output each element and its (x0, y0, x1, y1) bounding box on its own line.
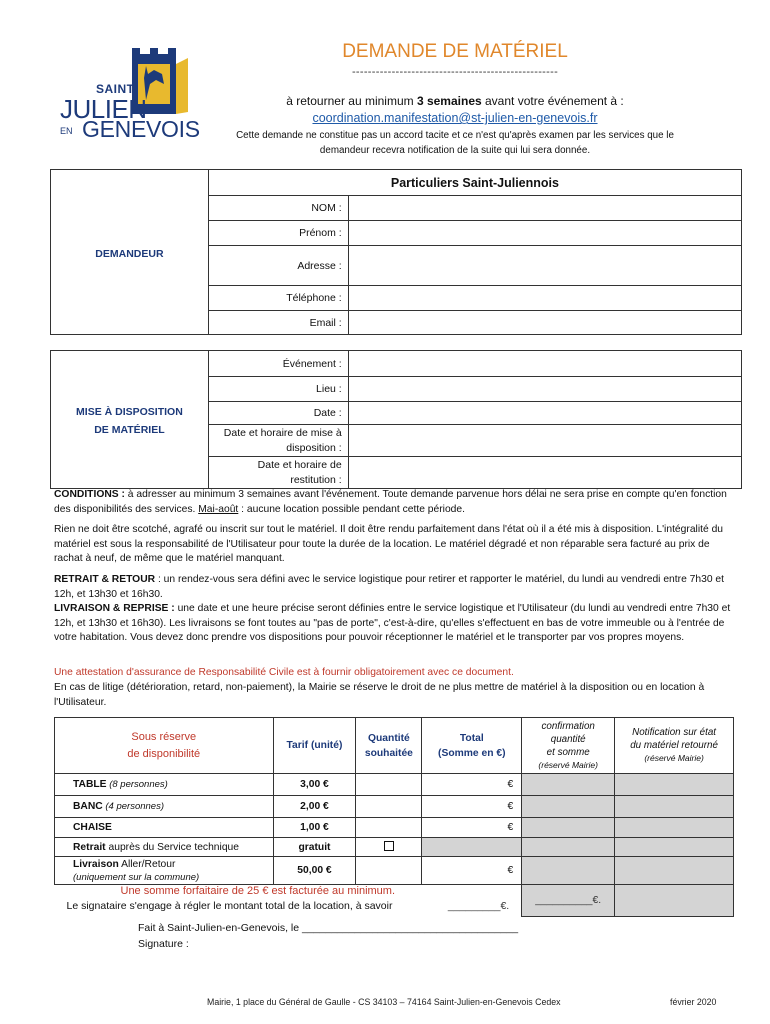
item-name: CHAISE (73, 822, 112, 833)
adresse-label: Adresse : (208, 246, 348, 286)
logo-en: EN (60, 126, 73, 136)
availability-line1: Sous réserve (131, 730, 197, 743)
notification-header (615, 718, 734, 774)
footer-date: février 2020 (670, 997, 717, 1007)
livraison-detail: Aller/Retour (118, 858, 176, 870)
retrait-paragraph (54, 573, 734, 602)
total-blank[interactable]: _________€. (447, 900, 510, 912)
item-price: 3,00 € (273, 774, 356, 796)
insurance-notice: Une attestation d'assurance de Responsabilité Civile est à fournir obligatoirement avec ce document. (54, 667, 514, 678)
item-retrait (55, 838, 274, 857)
quantity-field[interactable] (356, 774, 422, 796)
confirmation-total: __________€. (522, 885, 615, 917)
retrait-name: Retrait (73, 841, 106, 853)
quantity-field[interactable] (356, 857, 422, 885)
confirmation-line4: (réservé Mairie) (538, 759, 598, 770)
availability-line2: de disponibilité (127, 747, 201, 760)
email-link[interactable]: coordination.manifestation@st-julien-en-genevois.fr (312, 111, 598, 125)
return-instruction (220, 94, 690, 108)
total-line2: (Somme en €) (438, 747, 506, 759)
adresse-field[interactable] (348, 246, 741, 286)
total-field[interactable]: € (422, 774, 522, 796)
return-prefix: à retourner au minimum (286, 94, 417, 108)
title-divider: ---------------------------------------------------- (351, 66, 559, 78)
demandeur-heading: Particuliers Saint-Juliennois (208, 170, 741, 196)
restitution-field[interactable] (348, 457, 741, 489)
retrait-checkbox-cell (356, 838, 422, 857)
mise-section-line2: DE MATÉRIEL (94, 424, 165, 436)
mise-table (50, 350, 742, 489)
item-price: 1,00 € (273, 818, 356, 838)
retrait-checkbox[interactable] (384, 841, 394, 851)
demandeur-table (50, 169, 742, 335)
quantite-header (356, 718, 422, 774)
confirmation-line3: et somme (546, 746, 590, 758)
item-name: TABLE (73, 779, 107, 790)
notification-cell (615, 857, 734, 885)
mise-section-label (51, 351, 209, 489)
litige-paragraph: En cas de litige (détérioration, retard, non-paiement), la Mairie se réserve le droit de ne plus mettre de matériel à la disposition ou en location à l'Utilisateur. (54, 682, 705, 708)
conditions-paragraph (54, 488, 734, 517)
fait-a-line[interactable]: Fait à Saint-Julien-en-Genevois, le _____________________________________ (138, 922, 519, 934)
item-detail: (4 personnes) (102, 801, 165, 812)
disclaimer-note: Cette demande ne constitue pas un accord tacite et ce n'est qu'après examen par les services que le demandeur recevra notification de la suite qui lui sera donnée. (236, 130, 674, 156)
livraison-label: LIVRAISON & REPRISE : (54, 603, 175, 614)
confirmation-cell (522, 818, 615, 838)
summary-cell (55, 885, 522, 917)
retrait-detail: auprès du Service technique (105, 841, 239, 853)
forfait-note: Une somme forfaitaire de 25 € est facturée au minimum. (120, 885, 396, 897)
conditions-text: à adresser au minimum 3 semaines avant l'événement. Toute demande parvenue hors délai ne sera prise en compte qu'en fonction des disponibilités des services. (54, 489, 727, 515)
total-field[interactable]: € (422, 818, 522, 838)
summary-row (55, 885, 734, 917)
livraison-name: Livraison (73, 858, 119, 870)
page-title: DEMANDE DE MATÉRIEL (342, 41, 568, 62)
quantity-field[interactable] (356, 796, 422, 818)
table-row (55, 818, 734, 838)
evenement-field[interactable] (348, 351, 741, 377)
nom-field[interactable] (348, 196, 741, 221)
quantite-line1: Quantité (368, 732, 410, 744)
date-field[interactable] (348, 402, 741, 425)
confirmation-line1: confirmation (541, 720, 595, 732)
livraison-sub: (uniquement sur la commune) (73, 871, 200, 883)
notification-line3: (réservé Mairie) (644, 753, 704, 763)
conditions-label: CONDITIONS : (54, 489, 128, 500)
rules-paragraph: Rien ne doit être scotché, agrafé ou inscrit sur tout le matériel. Il doit être rendu parfaitement dans l'état où il a été mis à disposition. L'intégralité du matériel est sous la responsabilité de l'Utilisateur pour toute la durée de la location. Le matériel dégradé et non réparable sera facturé au prix de rachat à neuf, de même que le matériel manquant. (54, 524, 724, 564)
conditions-period: Mai-août (198, 503, 239, 515)
table-row (55, 838, 734, 857)
email-label: Email : (208, 311, 348, 335)
confirmation-cell (522, 796, 615, 818)
prenom-field[interactable] (348, 221, 741, 246)
email-field[interactable] (348, 311, 741, 335)
table-row (55, 796, 734, 818)
notification-cell (615, 796, 734, 818)
confirmation-cell (522, 774, 615, 796)
return-deadline: 3 semaines (416, 94, 482, 108)
telephone-field[interactable] (348, 286, 741, 311)
item-banc (55, 796, 274, 818)
mise-disposition-field[interactable] (348, 425, 741, 457)
return-suffix: avant votre événement à : (481, 94, 624, 108)
total-line1: Total (459, 732, 484, 744)
table-row (55, 857, 734, 885)
telephone-label: Téléphone : (208, 286, 348, 311)
signataire-text: Le signataire s'engage à régler le montant total de la location, à savoir (66, 900, 393, 912)
date-label: Date : (208, 402, 348, 425)
logo-genevois: GENEVOIS (82, 116, 200, 142)
demandeur-section-label: DEMANDEUR (51, 170, 209, 335)
tarif-header: Tarif (unité) (273, 718, 356, 774)
mise-disposition-label: Date et horaire de mise à disposition : (208, 425, 348, 457)
availability-header (55, 718, 274, 774)
livraison-text: une date et une heure précise seront définies entre le service logistique et l'Utilisateur (du lundi au vendredi entre 7h30 et 12h, et 13h30 et 16h30). Les livraisons se font toutes au "pas de porte", c'est-à-dire, qu'elles s'effectuent en bas de votre immeuble ou à l'entrée de votre habitation. Vous devez donc prendre vos dispositions pour pouvoir réceptionner le matériel et le transporter par vos propres moyens. (54, 603, 731, 643)
livraison-price: 50,00 € (273, 857, 356, 885)
price-table (54, 717, 734, 917)
total-field[interactable]: € (422, 857, 522, 885)
retrait-text: : un rendez-vous sera défini avec le service logistique pour retirer et rapporter le matériel, du lundi au vendredi entre 7h30 et 12h, et 13h30 et 16h30. (54, 574, 725, 600)
logo-saint: SAINT (96, 82, 135, 96)
confirmation-line2: quantité (550, 733, 586, 745)
notification-total (615, 885, 734, 917)
item-name: BANC (73, 801, 103, 812)
total-header (422, 718, 522, 774)
total-field[interactable]: € (422, 796, 522, 818)
confirmation-cell (522, 857, 615, 885)
item-table (55, 774, 274, 796)
confirmation-cell (522, 838, 615, 857)
nom-label: NOM : (208, 196, 348, 221)
notification-cell (615, 818, 734, 838)
lieu-label: Lieu : (208, 377, 348, 402)
confirmation-header (522, 718, 615, 774)
quantity-field[interactable] (356, 818, 422, 838)
lieu-field[interactable] (348, 377, 741, 402)
item-chaise (55, 818, 274, 838)
retrait-price: gratuit (273, 838, 356, 857)
notification-line2: du matériel retourné (630, 740, 718, 751)
table-row (55, 774, 734, 796)
item-price: 2,00 € (273, 796, 356, 818)
quantite-line2: souhaitée (364, 747, 413, 759)
evenement-label: Événement : (208, 351, 348, 377)
signature-label: Signature : (138, 938, 189, 950)
mise-section-line1: MISE À DISPOSITION (76, 406, 183, 418)
item-livraison (55, 857, 274, 885)
logo-julien: JULIEN (60, 94, 147, 124)
conditions-text-end: : aucune location possible pendant cette période. (238, 503, 465, 515)
notification-cell (615, 838, 734, 857)
restitution-label: Date et horaire de restitution : (208, 457, 348, 489)
footer-address: Mairie, 1 place du Général de Gaulle - CS 34103 – 74164 Saint-Julien-en-Genevois Cedex (207, 997, 561, 1007)
prenom-label: Prénom : (208, 221, 348, 246)
retrait-label: RETRAIT & RETOUR (54, 574, 156, 585)
notification-line1: Notification sur état (632, 727, 716, 738)
livraison-paragraph (54, 602, 734, 646)
logo (60, 44, 210, 144)
total-cell-disabled (422, 838, 522, 857)
notification-cell (615, 774, 734, 796)
item-detail: (8 personnes) (106, 779, 168, 790)
